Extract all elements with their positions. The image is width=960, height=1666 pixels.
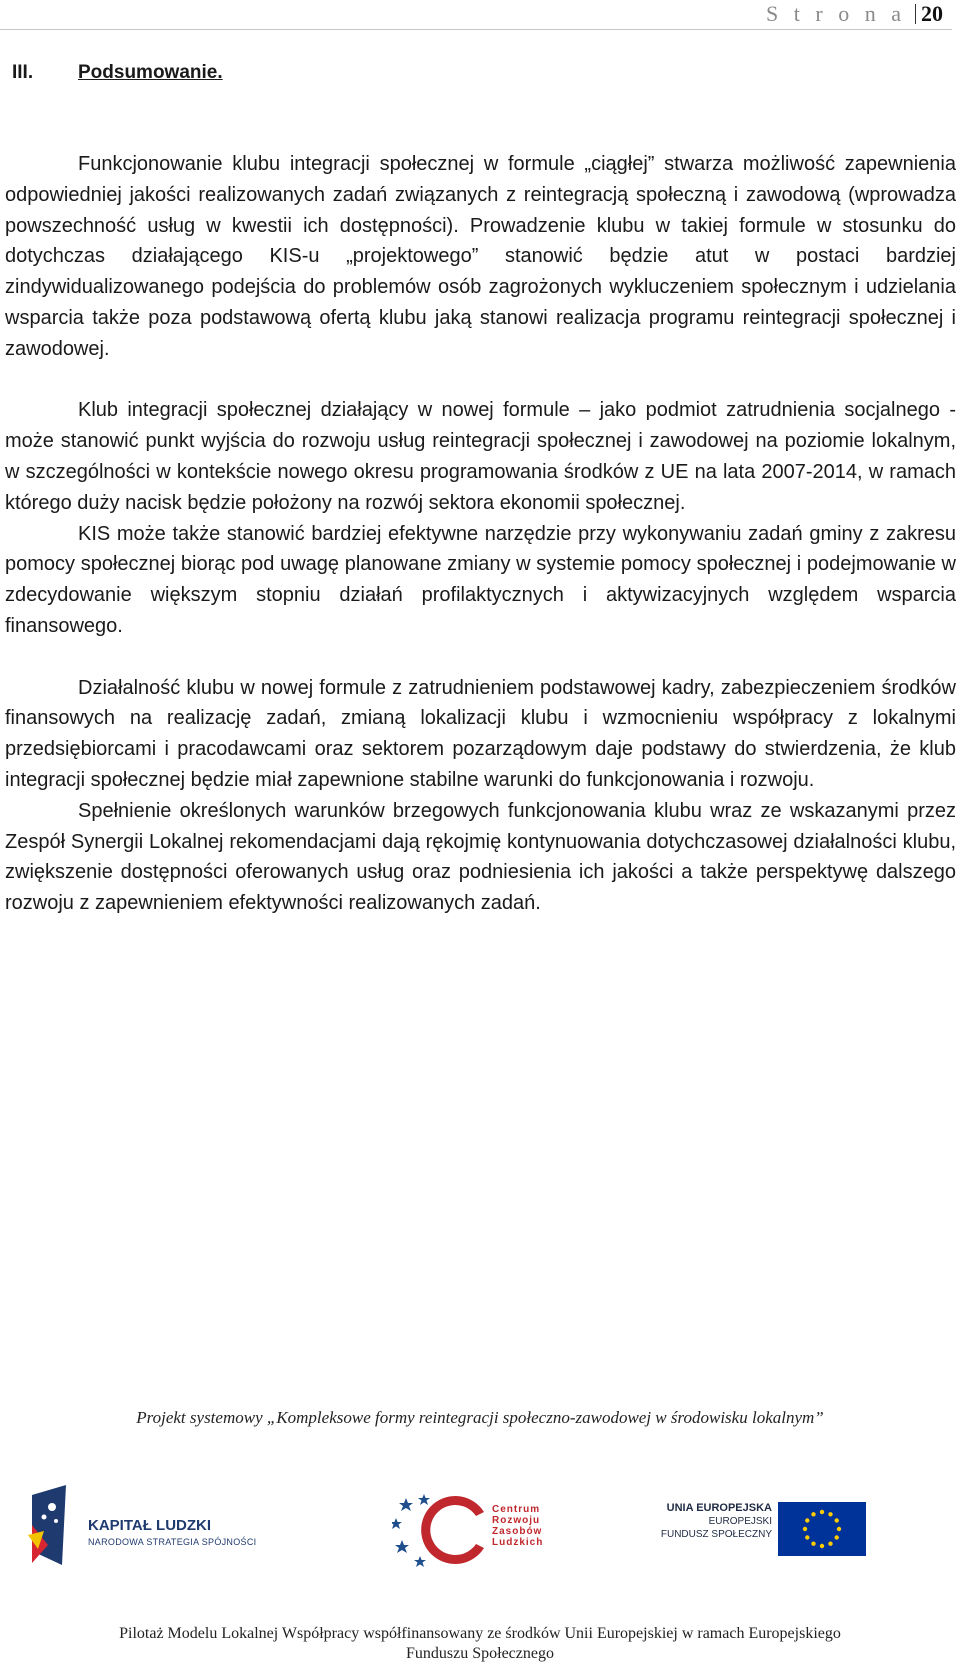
paragraph: KIS może także stanowić bardziej efektywne narzędzie przy wykonywaniu zadań gminy z zakresu pomocy społecznej biorąc pod uwagę planowane zmiany w systemie pomocy społecznej i podejmowanie w zdecydowanie większym stopniu działań profilaktycznych i aktywizacyjnych względem wsparcia finansowego. <box>5 522 956 637</box>
page-header <box>0 0 952 30</box>
crzl-name: Centrum Rozwoju Zasobów Ludzkich <box>492 1504 544 1548</box>
page-number: 20 <box>921 1 943 26</box>
paragraph: Spełnienie określonych warunków brzegowych funkcjonowania klubu wraz ze wskazanymi przez Zespół Synergii Lokalnej rekomendacjami dają rękojmię kontynuowania dotychczasowej działalności klubu, zwiększenie dostępności oferowanych usług oraz podniesienia ich jakości a także perspektywę dalszego rozwoju z zapewnieniem efektywności realizowanych zadań. <box>5 799 956 915</box>
footer-project-title: Projekt systemowy „Kompleksowe formy reintegracji społeczno-zawodowej w środowisku lokalnym” <box>136 1408 824 1427</box>
footer-logos <box>0 1480 960 1590</box>
kapital-ludzki-emblem-icon <box>26 1485 86 1565</box>
eu-logo <box>660 1502 866 1562</box>
paragraph: Funkcjonowanie klubu integracji społecznej w formule „ciągłej” stwarza możliwość zapewnienia odpowiedniej jakości realizowanych zadań związanych z reintegracją społeczną i zawodową (wprowadza powszechność usług w kwestii ich dostępności). Prowadzenie klubu w takiej formule w stosunku do dotychczas działającego KIS-u „projektowego” stanowić będzie atut w postaci bardziej zindywidualizowanego podejścia do problemów osób zagrożonych wykluczeniem społecznym i udzielania wsparcia także poza podstawową ofertą klubu jaką stanowi realizacja programu reintegracji społecznej i zawodowej. <box>5 153 956 360</box>
footer-funding-note: Pilotaż Modelu Lokalnej Współpracy współfinansowany ze środków Unii Europejskiej w ramach Europejskiego Funduszu Społecznego <box>119 1625 841 1662</box>
section-title: Podsumowanie. <box>78 62 223 83</box>
section-heading <box>12 62 223 84</box>
kapital-ludzki-title: KAPITAŁ LUDZKI <box>88 1517 212 1534</box>
crzl-logo <box>392 1490 552 1570</box>
eu-text: UNIA EUROPEJSKA EUROPEJSKI FUNDUSZ SPOŁECZNY <box>660 1502 772 1540</box>
eu-flag-icon <box>778 1502 866 1556</box>
paragraph: Klub integracji społecznej działający w nowej formule – jako podmiot zatrudnienia socjalnego - może stanowić punkt wyjścia do rozwoju usług reintegracji społecznej i zawodowej na poziomie lokalnym, w szczególności w kontekście nowego okresu programowania środków z UE na lata 2007-2014, w ramach którego duży nacisk będzie położony na rozwój sektora ekonomii społecznej. <box>5 399 956 514</box>
kapital-ludzki-logo <box>26 1485 266 1565</box>
kapital-ludzki-subtitle: NARODOWA STRATEGIA SPÓJNOŚCI <box>88 1537 257 1547</box>
header-separator <box>915 4 916 24</box>
document-body <box>5 149 956 919</box>
crzl-emblem-icon <box>392 1490 492 1570</box>
section-number: III. <box>12 62 34 83</box>
page-label: S t r o n a <box>766 1 906 26</box>
paragraph: Działalność klubu w nowej formule z zatrudnieniem podstawowej kadry, zabezpieczeniem środków finansowych na realizację zadań, zmianą lokalizacji klubu i wzmocnieniu współpracy z lokalnymi przedsiębiorcami i pracodawcami oraz sektorem pozarządowym daje podstawy do stwierdzenia, że klub integracji społecznej będzie miał zapewnione stabilne warunki do funkcjonowania i rozwoju. <box>5 676 956 791</box>
